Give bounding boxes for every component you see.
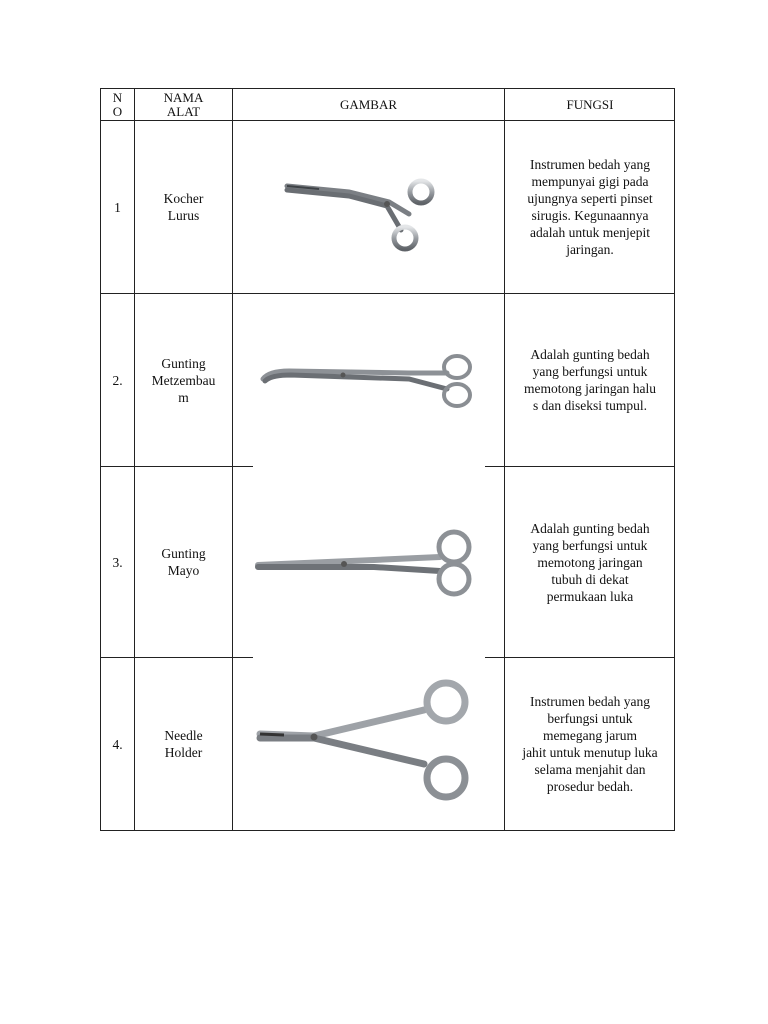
needle-holder-image [233,658,504,830]
row-nama-alat: Kocher Lurus [163,191,204,223]
header-no: N O [112,89,123,119]
row-nama-alat: Gunting Metzembau m [151,355,216,405]
needle-holder-icon [254,674,484,814]
row-nama-alat: Gunting Mayo [161,546,206,578]
row-nama-alat: Needle Holder [164,728,203,760]
header-gambar: GAMBAR [339,96,398,112]
row-fungsi: Adalah gunting bedah yang berfungsi untuk memotong jaringan tubuh di dekat permukaan luka [530,520,650,604]
mayo-scissors-icon [254,527,484,597]
kocher-image [233,121,504,293]
header-fungsi: FUNGSI [566,96,614,112]
kocher-forceps-icon [279,162,459,252]
mayo-image [233,467,504,657]
row-fungsi: Instrumen bedah yang mempunyai gigi pada ujungnya seperti pinset sirugis. Kegunaannya adalah untuk menjepit jaringan. [527,157,653,257]
row-number: 3. [112,554,123,570]
metzenbaum-image [233,294,504,466]
row-number: 4. [112,736,123,752]
instrument-table [100,88,675,831]
metzenbaum-scissors-icon [259,345,479,415]
row-number: 1 [114,199,121,215]
row-fungsi: Instrumen bedah yang berfungsi untuk memegang jarum jahit untuk menutup luka selama menjahit dan prosedur bedah. [522,694,658,794]
row-number: 2. [112,372,123,388]
row-fungsi: Adalah gunting bedah yang berfungsi untuk memotong jaringan halu s dan diseksi tumpul. [524,347,656,413]
header-nama-alat: NAMA ALAT [163,89,204,119]
